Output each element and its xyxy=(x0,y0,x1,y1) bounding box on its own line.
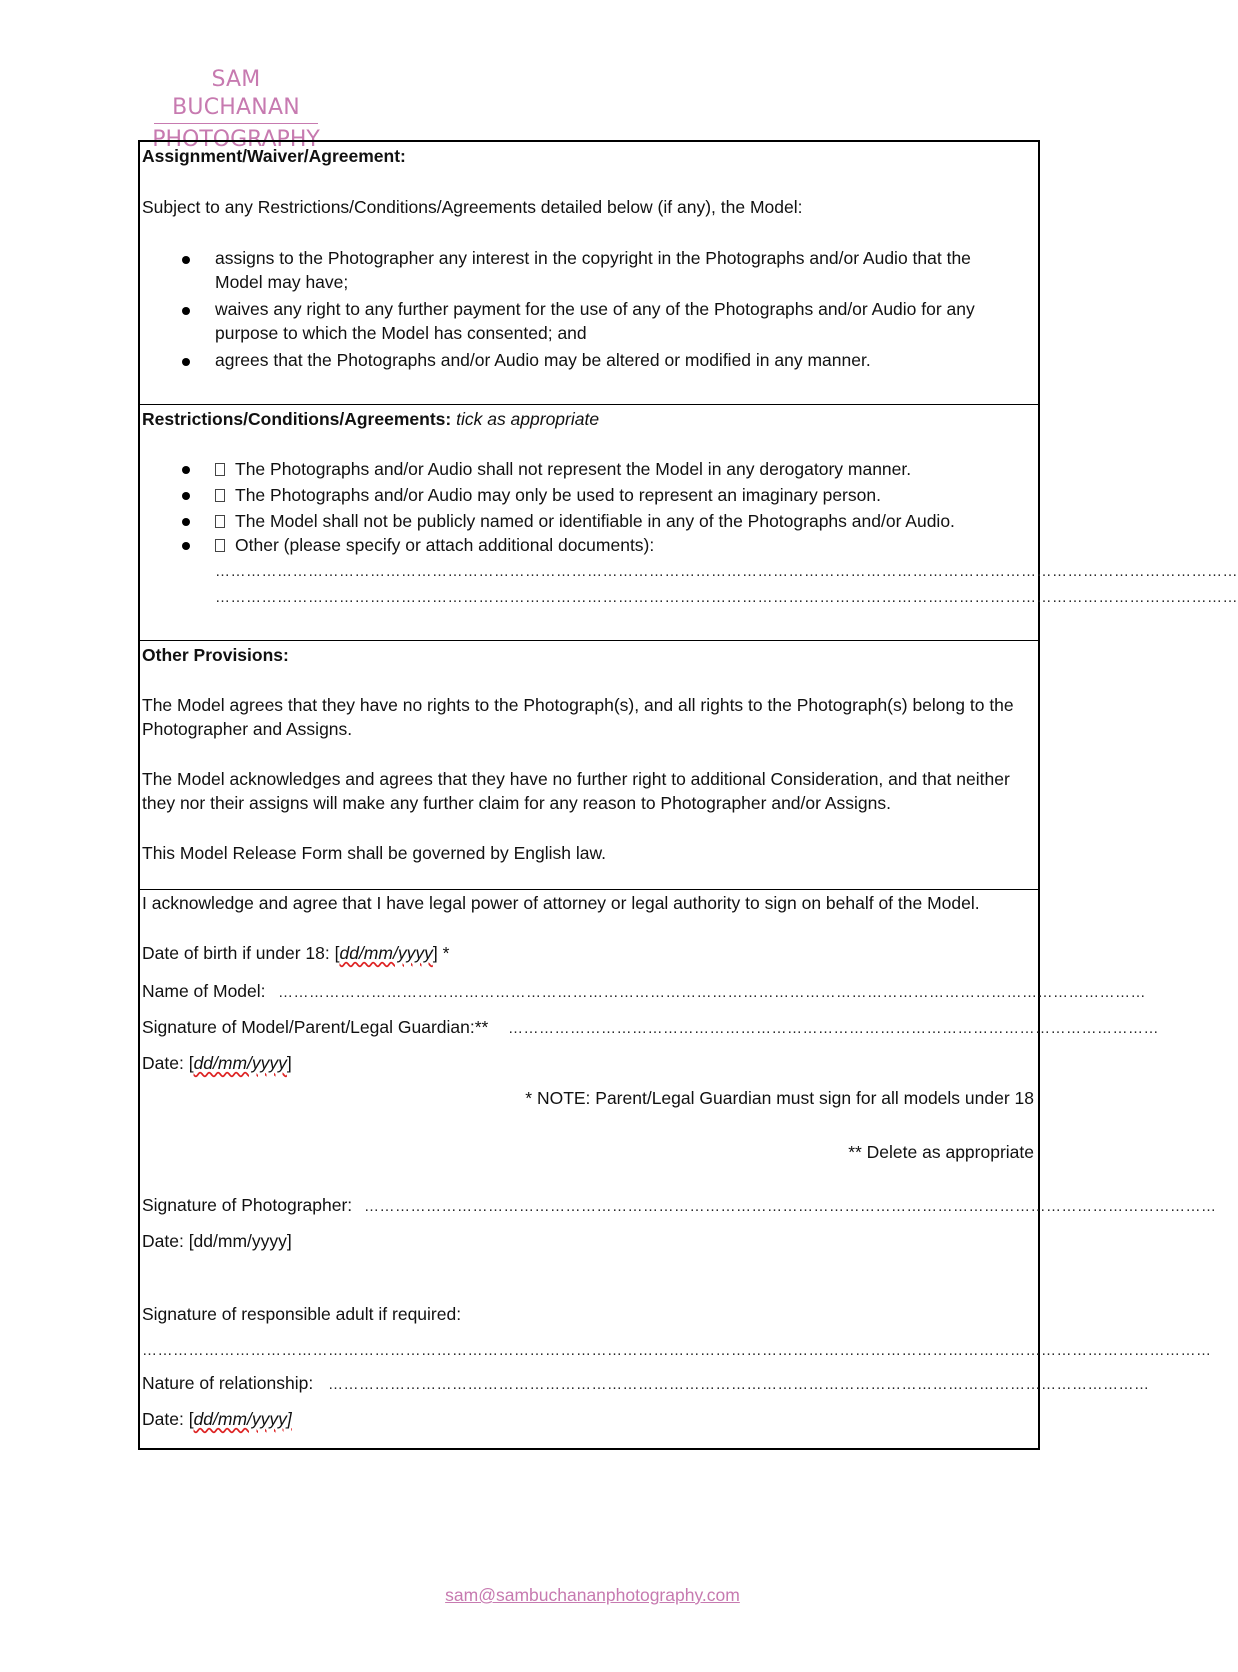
restriction-option-other[interactable] xyxy=(215,533,654,557)
bullet-icon xyxy=(182,492,190,500)
bullet-icon xyxy=(182,542,190,550)
photographer-date[interactable]: Date: [dd/mm/yyyy] xyxy=(142,1231,292,1251)
logo-divider xyxy=(154,123,318,124)
guardian-note: * NOTE: Parent/Legal Guardian must sign for all models under 18 xyxy=(525,1088,1034,1108)
delete-note: ** Delete as appropriate xyxy=(848,1142,1034,1162)
other-specify-line-2[interactable]: ……………………………………………………………………………………………………………………………………………………………………………… xyxy=(215,589,1238,606)
other-specify-line-1[interactable]: ……………………………………………………………………………………………………………………………………………………………………………… xyxy=(215,563,1238,580)
other-provisions-heading: Other Provisions: xyxy=(142,645,289,665)
logo-line-2: PHOTOGRAPHY xyxy=(152,127,320,152)
bullet-icon xyxy=(182,518,190,526)
assignment-item-2: waives any right to any further payment for the use of any of the Photographs and/or Audio for any purpose to which the Model has consented; and xyxy=(215,299,975,343)
date-close: ] xyxy=(286,1053,292,1073)
contact-email-link[interactable]: sam@sambuchananphotography.com xyxy=(445,1585,740,1605)
checkbox-icon[interactable] xyxy=(215,539,225,552)
release-form-box xyxy=(138,140,1238,1450)
provision-paragraph-1: The Model agrees that they have no rights to the Photograph(s), and all rights to the Photograph(s) belong to the Photographer and Assigns. xyxy=(142,695,1014,739)
restriction-option-2[interactable] xyxy=(215,483,881,507)
model-date-field[interactable] xyxy=(142,1051,292,1075)
dob-format: dd/mm/yyyy xyxy=(339,943,433,963)
bullet-icon xyxy=(182,466,190,474)
date-format: dd/mm/yyyy xyxy=(193,1053,287,1073)
restriction-option-1-label: The Photographs and/or Audio shall not represent the Model in any derogatory manner. xyxy=(235,459,912,479)
model-name-label: Name of Model: xyxy=(142,981,266,1001)
model-name-line[interactable]: …………………………………………………………………………………………………………………………………………………… xyxy=(278,984,1146,1001)
date-label: Date: [ xyxy=(142,1053,194,1073)
model-signature-label: Signature of Model/Parent/Legal Guardian:** xyxy=(142,1017,489,1037)
assignment-intro: Subject to any Restrictions/Conditions/Agreements detailed below (if any), the Model: xyxy=(142,197,803,217)
provision-paragraph-3: This Model Release Form shall be governed by English law. xyxy=(142,843,606,863)
restrictions-subheading: tick as appropriate xyxy=(456,409,600,429)
restriction-option-other-label: Other (please specify or attach additional documents): xyxy=(235,535,655,555)
section-divider xyxy=(140,404,1038,405)
authority-acknowledgement: I acknowledge and agree that I have legal power of attorney or legal authority to sign on behalf of the Model. xyxy=(142,893,980,913)
logo-line-1: SAM BUCHANAN xyxy=(172,67,300,120)
section-divider xyxy=(140,640,1038,641)
provision-paragraph-2: The Model acknowledges and agrees that they have no further right to additional Consideration, and that neither they nor their assigns will make any further claim for any reason to Photographer and/or Assigns. xyxy=(142,769,1010,813)
bullet-icon xyxy=(182,358,190,366)
restrictions-heading-line xyxy=(142,407,599,431)
restriction-option-2-label: The Photographs and/or Audio may only be used to represent an imaginary person. xyxy=(235,485,881,505)
section-divider xyxy=(140,889,1038,890)
photographer-signature-line[interactable]: ………………………………………………………………………………………………………………………………………………… xyxy=(364,1198,1217,1215)
photographer-signature-label: Signature of Photographer: xyxy=(142,1195,353,1215)
relationship-label: Nature of relationship: xyxy=(142,1373,314,1393)
date3-label: Date: [ xyxy=(142,1409,194,1429)
bullet-icon xyxy=(182,307,190,315)
relationship-line[interactable]: …………………………………………………………………………………………………………………………………………… xyxy=(328,1376,1150,1393)
dob-field[interactable] xyxy=(142,941,449,965)
dob-label: Date of birth if under 18: [ xyxy=(142,943,340,963)
assignment-item-3: agrees that the Photographs and/or Audio may be altered or modified in any manner. xyxy=(215,350,871,370)
restriction-option-3-label: The Model shall not be publicly named or identifiable in any of the Photographs and/or Audio. xyxy=(235,511,955,531)
bullet-icon xyxy=(182,256,190,264)
assignment-heading: Assignment/Waiver/Agreement: xyxy=(142,146,406,166)
checkbox-icon[interactable] xyxy=(215,463,225,476)
responsible-adult-date[interactable] xyxy=(142,1407,292,1431)
date3-format: dd/mm/yyyy] xyxy=(193,1409,292,1429)
checkbox-icon[interactable] xyxy=(215,489,225,502)
dob-suffix: ] * xyxy=(432,943,450,963)
assignment-item-1: assigns to the Photographer any interest in the copyright in the Photographs and/or Audio that the Model may have; xyxy=(215,248,971,292)
model-signature-line[interactable]: ……………………………………………………………………………………………………………… xyxy=(508,1020,1159,1037)
restriction-option-1[interactable] xyxy=(215,457,911,481)
restriction-option-3[interactable] xyxy=(215,509,955,533)
responsible-adult-line[interactable]: ……………………………………………………………………………………………………………………………………………………………………………………… xyxy=(142,1342,1212,1359)
checkbox-icon[interactable] xyxy=(215,515,225,528)
responsible-adult-label: Signature of responsible adult if required: xyxy=(142,1304,462,1324)
restrictions-heading: Restrictions/Conditions/Agreements: xyxy=(142,409,452,429)
